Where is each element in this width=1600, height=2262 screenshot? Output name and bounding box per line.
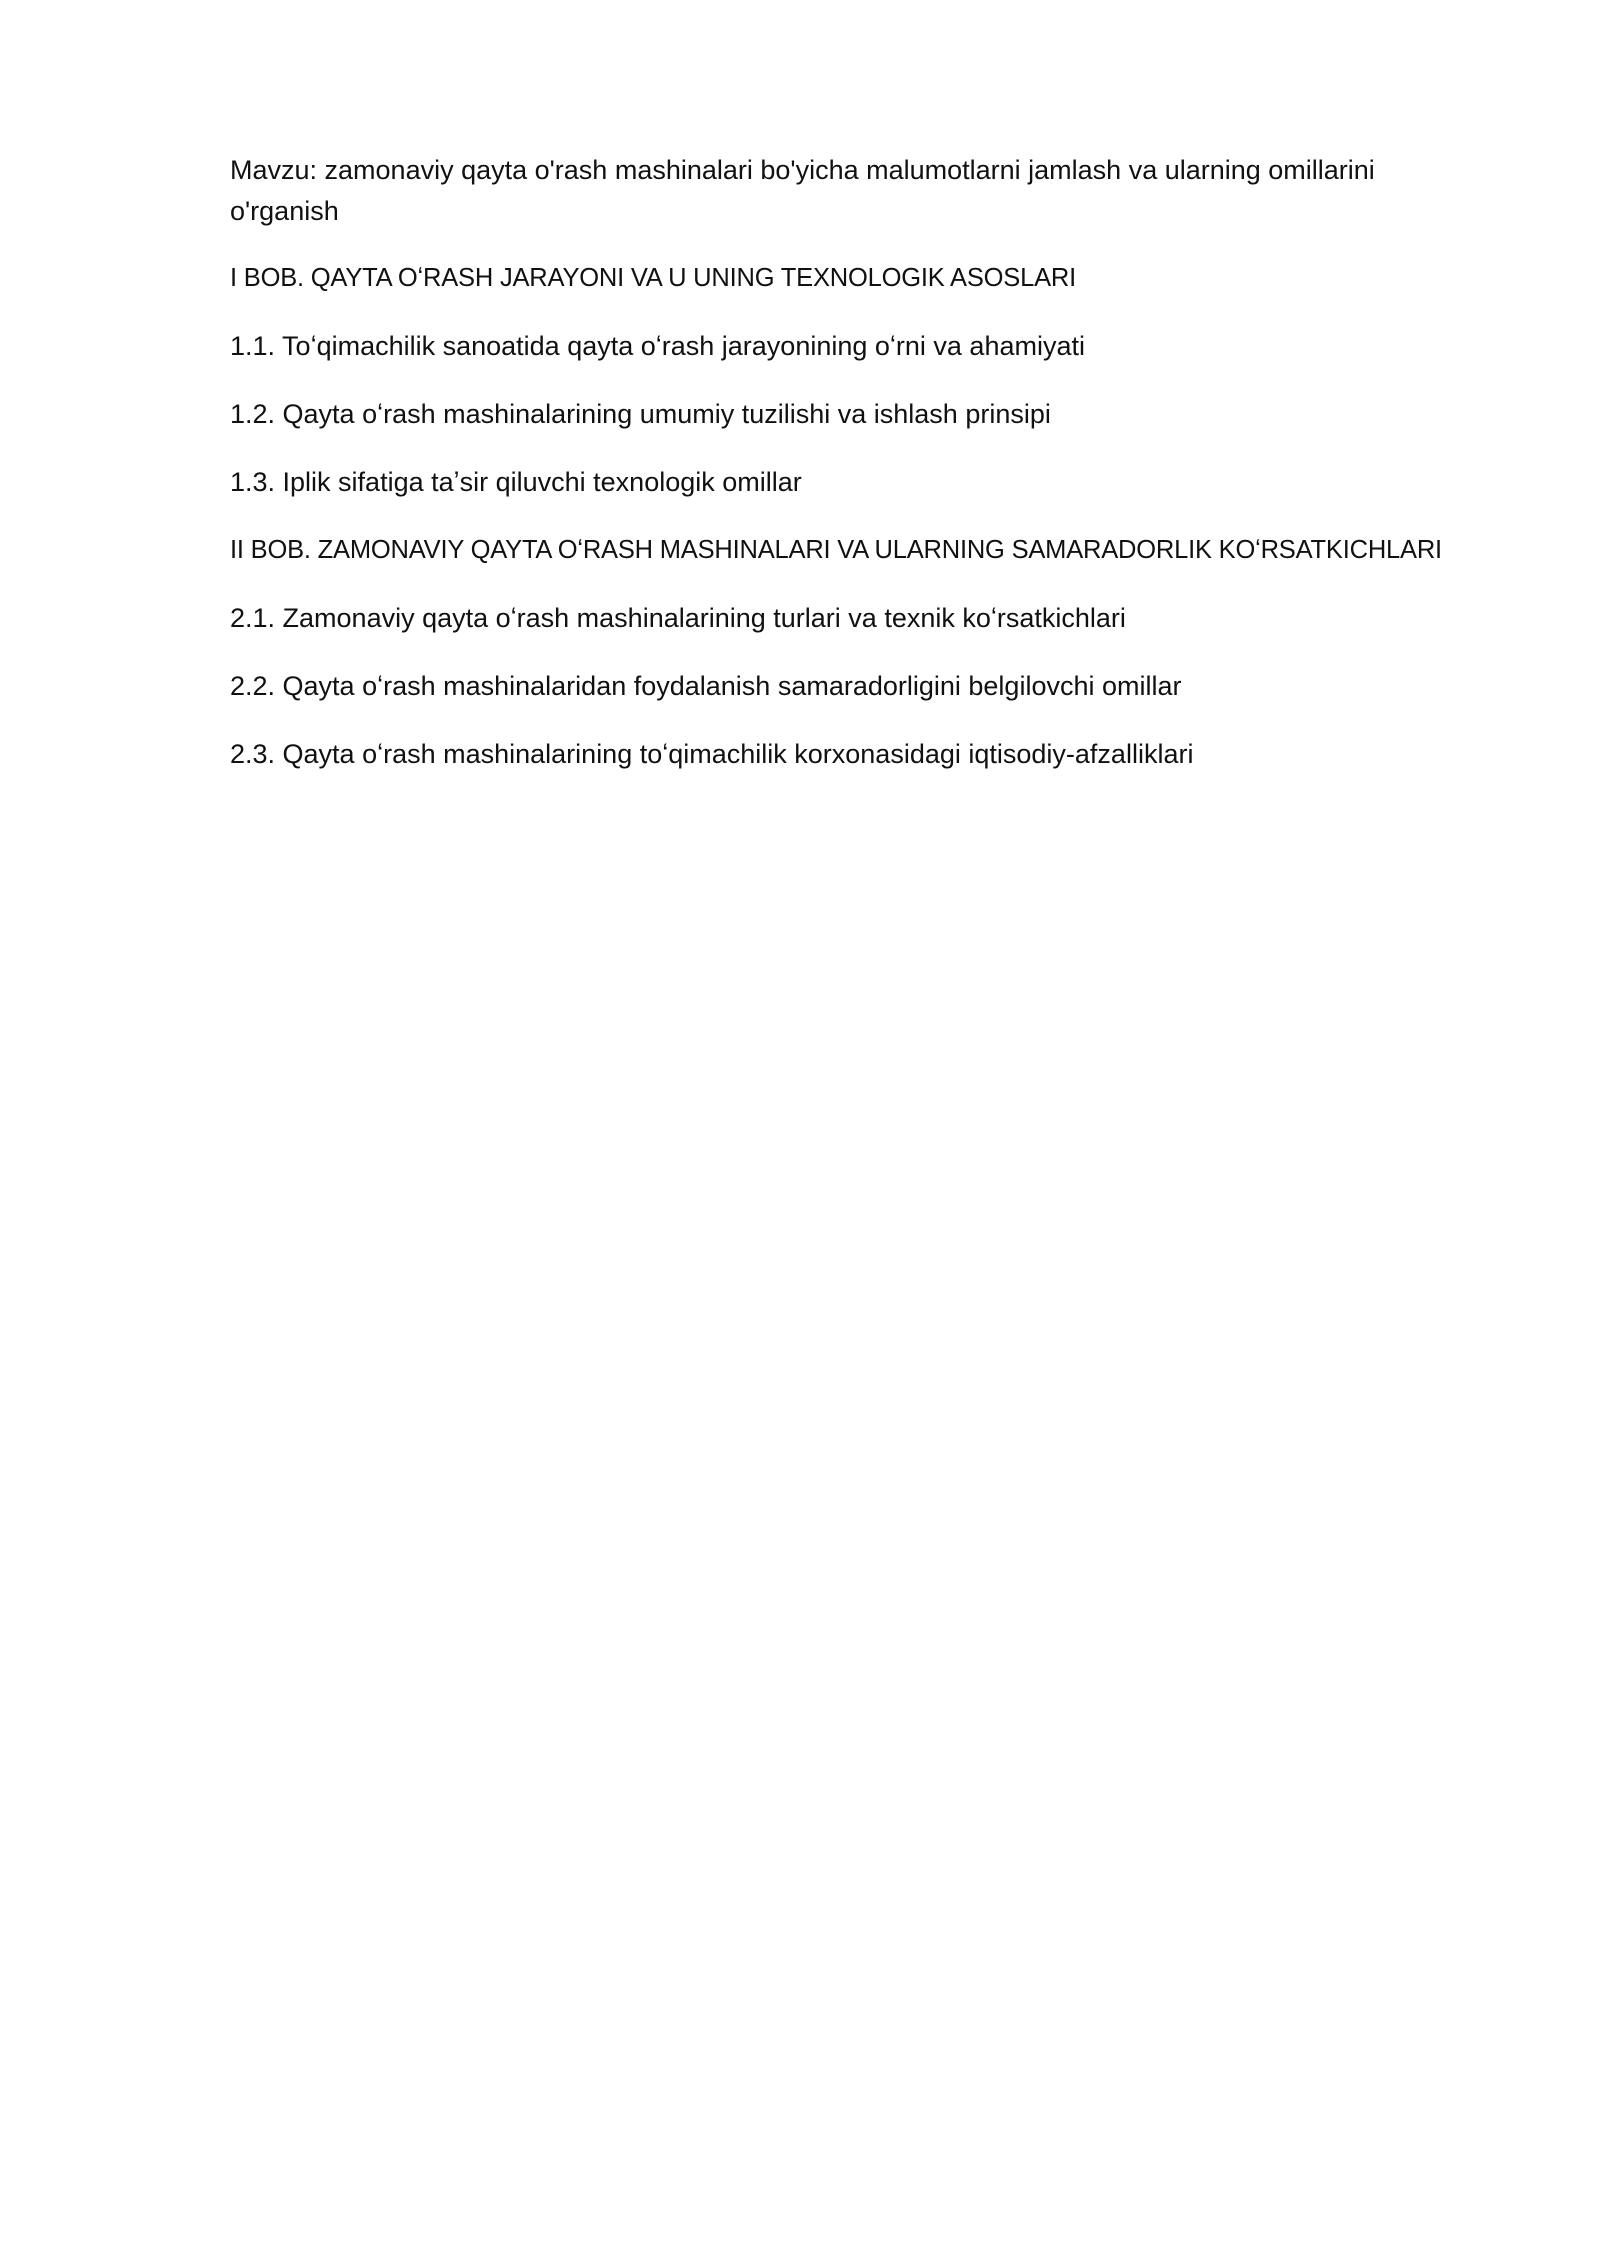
document-body [230,150,1450,802]
section-2-3: 2.3. Qayta oʻrash mashinalarining toʻqimachilik korxonasidagi iqtisodiy-afzalliklari [230,739,1194,769]
section-1-1: 1.1. Toʻqimachilik sanoatida qayta oʻrash jarayonining oʻrni va ahamiyati [230,331,1085,361]
section-1-2: 1.2. Qayta oʻrash mashinalarining umumiy tuzilishi va ishlash prinsipi [230,399,1051,429]
chapter-2-heading: II BOB. ZAMONAVIY QAYTA OʻRASH MASHINALARI VA ULARNING SAMARADORLIK KOʻRSATKICHLARI [230,536,1442,564]
document-title: Mavzu: zamonaviy qayta o'rash mashinalari bo'yicha malumotlarni jamlash va ularning omillarini o'rganish [230,155,1375,226]
section-2-2: 2.2. Qayta oʻrash mashinalaridan foydalanish samaradorligini belgilovchi omillar [230,671,1182,701]
chapter-1-heading: I BOB. QAYTA OʻRASH JARAYONI VA U UNING TEXNOLOGIK ASOSLARI [230,264,1076,292]
section-2-1: 2.1. Zamonaviy qayta oʻrash mashinalarining turlari va texnik koʻrsatkichlari [230,603,1126,633]
section-1-3: 1.3. Iplik sifatiga taʼsir qiluvchi texnologik omillar [230,467,802,497]
